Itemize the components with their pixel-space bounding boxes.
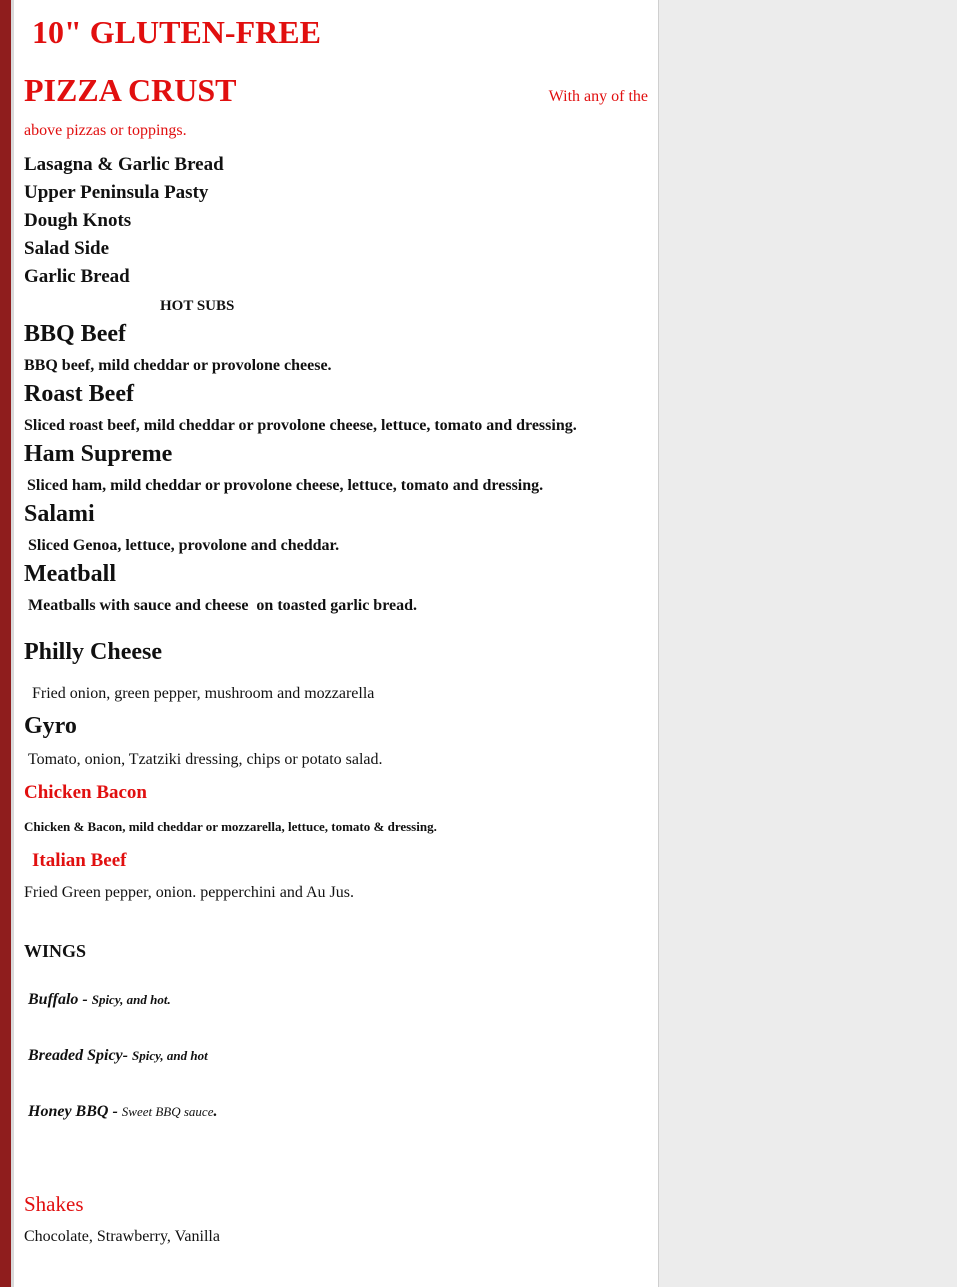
sub-description: Fried onion, green pepper, mushroom and mozzarella	[32, 685, 375, 702]
wing-suffix: .	[213, 1103, 218, 1120]
side-item: Salad Side	[24, 238, 110, 259]
sub-name: Salami	[24, 501, 95, 527]
sub-name: BBQ Beef	[24, 321, 126, 347]
wing-description: Spicy, and hot.	[91, 992, 171, 1007]
sub-name: Philly Cheese	[24, 639, 162, 665]
shakes-flavors: Chocolate, Strawberry, Vanilla	[24, 1228, 220, 1245]
wing-name: Honey BBQ -	[28, 1103, 122, 1120]
sub-description: Fried Green pepper, onion. pepperchini and Au Jus.	[24, 884, 354, 901]
wing-item	[28, 1103, 217, 1121]
sub-name: Ham Supreme	[24, 441, 173, 467]
wing-description: Sweet BBQ sauce	[121, 1104, 214, 1119]
sub-description: Sliced roast beef, mild cheddar or provolone cheese, lettuce, tomato and dressing.	[24, 417, 577, 434]
side-item: Upper Peninsula Pasty	[24, 182, 209, 203]
wing-description: Spicy, and hot	[131, 1048, 208, 1063]
sub-description: Chicken & Bacon, mild cheddar or mozzarella, lettuce, tomato & dressing.	[24, 819, 437, 834]
sub-name: Meatball	[24, 561, 116, 587]
sub-name: Gyro	[24, 713, 77, 739]
wings-heading: WINGS	[24, 941, 87, 961]
wing-item	[28, 991, 171, 1009]
side-item: Garlic Bread	[24, 266, 130, 287]
gluten-free-title-line1: 10" GLUTEN-FREE	[32, 14, 321, 50]
gluten-free-title-line2: PIZZA CRUST	[24, 72, 237, 108]
gluten-free-note-part1: With any of the	[548, 88, 648, 105]
sub-description: Tomato, onion, Tzatziki dressing, chips or potato salad.	[28, 751, 383, 768]
side-item: Lasagna & Garlic Bread	[24, 154, 224, 175]
shakes-heading: Shakes	[24, 1192, 84, 1216]
wing-item	[28, 1047, 208, 1065]
sub-description: Meatballs with sauce and cheese on toasted garlic bread.	[28, 597, 418, 614]
sub-name: Roast Beef	[24, 381, 134, 407]
gluten-free-note-part2: above pizzas or toppings.	[24, 122, 187, 139]
hot-subs-heading: HOT SUBS	[160, 298, 235, 314]
wing-name: Buffalo -	[28, 991, 92, 1008]
sub-description: Sliced ham, mild cheddar or provolone cheese, lettuce, tomato and dressing.	[27, 477, 544, 494]
sub-description: Sliced Genoa, lettuce, provolone and cheddar.	[28, 537, 340, 554]
sub-description: BBQ beef, mild cheddar or provolone cheese.	[24, 357, 332, 374]
sub-name: Italian Beef	[32, 850, 127, 871]
wing-name: Breaded Spicy-	[28, 1047, 132, 1064]
side-item: Dough Knots	[24, 210, 132, 231]
menu-page	[14, 0, 659, 1287]
sub-name: Chicken Bacon	[24, 782, 147, 803]
